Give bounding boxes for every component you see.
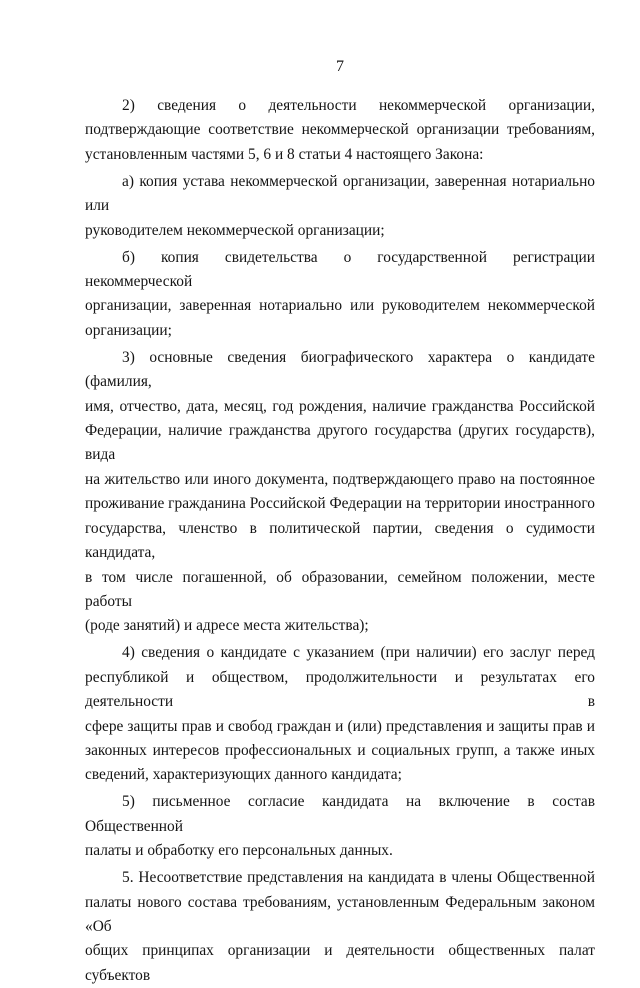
document-body — [85, 94, 595, 988]
paragraph-item-3 — [85, 346, 595, 639]
text-line: сведений, характеризующих данного кандидата; — [85, 766, 402, 784]
paragraph-subitem-b — [85, 246, 595, 344]
text-line: имя, отчество, дата, месяц, год рождения, наличие гражданства Российской — [85, 397, 595, 415]
text-line: (роде занятий) и адресе места жительства); — [85, 617, 369, 635]
text-line: 4) сведения о кандидате с указанием (при наличии) его заслуг перед — [122, 644, 595, 662]
paragraph-item-5 — [85, 790, 595, 863]
text-line: руководителем некоммерческой организации; — [85, 221, 385, 239]
text-line: Федерации, наличие гражданства другого государства (других государств), вида — [85, 422, 595, 464]
text-line: сфере защиты прав и свобод граждан и (или) представления и защиты прав и — [85, 717, 595, 735]
page-number: 7 — [336, 58, 344, 75]
text-line: а) копия устава некоммерческой организации, заверенная нотариально или — [85, 172, 595, 215]
paragraph-item-2 — [85, 94, 595, 167]
text-line: законных интересов профессиональных и социальных групп, а также иных — [85, 741, 595, 759]
text-line: организации, заверенная нотариально или руководителем некоммерческой — [85, 297, 595, 315]
text-line: установленным частями 5, 6 и 8 статьи 4 настоящего Закона: — [85, 145, 484, 163]
text-line: 3) основные сведения биографического характера о кандидате (фамилия, — [85, 348, 595, 391]
text-line: палаты и обработку его персональных данных. — [85, 842, 393, 860]
paragraph-subitem-a — [85, 170, 595, 243]
text-line: в том числе погашенной, об образовании, семейном положении, месте работы — [85, 568, 595, 610]
text-line: государства, членство в политической партии, сведения о судимости кандидата, — [85, 519, 595, 562]
text-line: палаты нового состава требованиям, установленным Федеральным законом «Об — [85, 893, 595, 935]
text-line: 5. Несоответствие представления на кандидата в члены Общественной — [122, 869, 595, 887]
text-line: проживание гражданина Российской Федерации на территории иностранного — [85, 495, 595, 513]
paragraph-item-4 — [85, 641, 595, 787]
text-line: б) копия свидетельства о государственной регистрации некоммерческой — [85, 248, 595, 291]
text-line: 5) письменное согласие кандидата на включение в состав Общественной — [85, 793, 595, 835]
text-line: республикой и обществом, продолжительности и результатах его деятельности в — [85, 668, 595, 711]
text-line: общих принципах организации и деятельности общественных палат субъектов — [85, 942, 595, 984]
text-line: 2) сведения о деятельности некоммерческой организации, — [122, 97, 595, 114]
text-line: организации; — [85, 321, 172, 339]
paragraph-section-5 — [85, 866, 595, 988]
text-line: на жительство или иного документа, подтверждающего право на постоянное — [85, 470, 595, 488]
text-line: подтверждающие соответствие некоммерческой организации требованиям, — [85, 121, 595, 139]
